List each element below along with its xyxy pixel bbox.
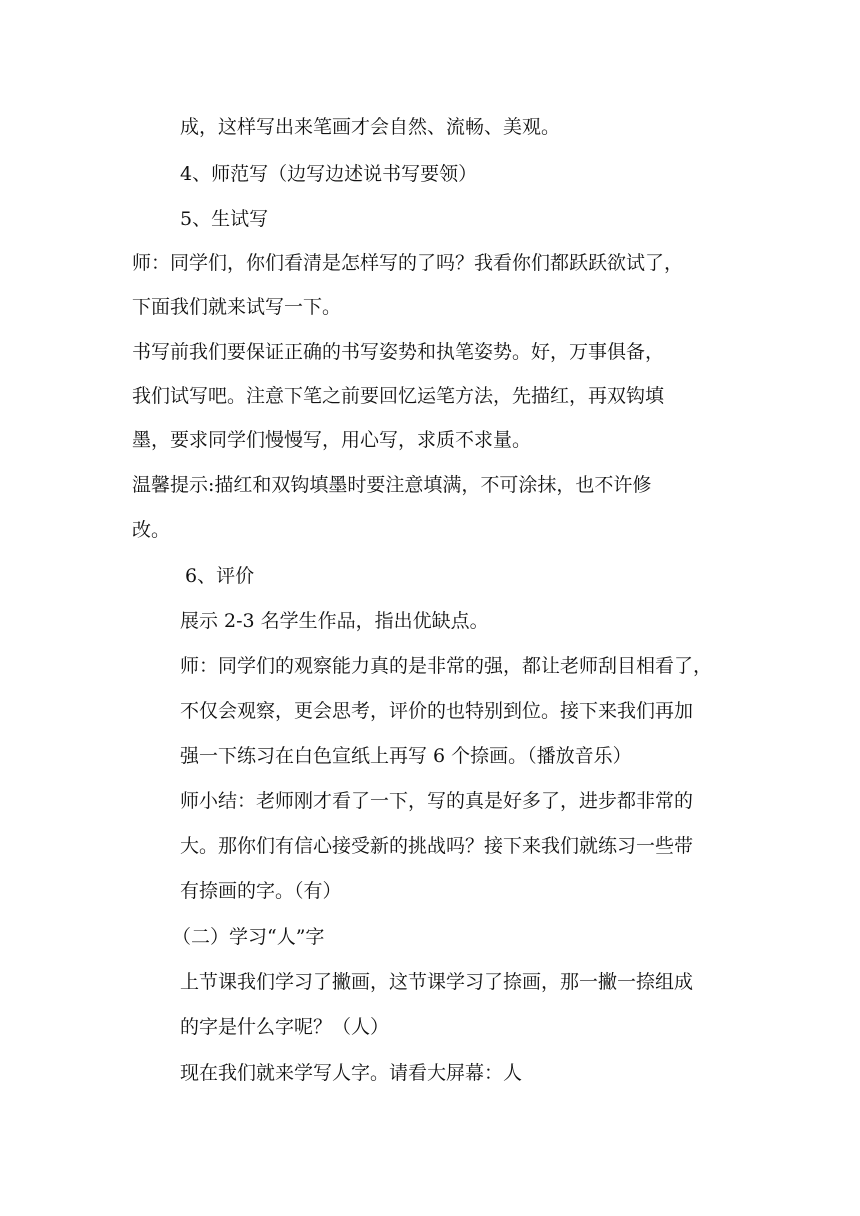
text-line: 展示 2-3 名学生作品，指出优缺点。 xyxy=(180,610,489,632)
text-line: 5、生试写 xyxy=(180,208,269,230)
text-line: 不仅会观察，更会思考，评价的也特别到位。接下来我们再加 xyxy=(180,700,694,722)
text-line: 下面我们就来试写一下。 xyxy=(132,296,342,318)
text-line: 上节课我们学习了撇画，这节课学习了捺画，那一撇一捺组成 xyxy=(180,971,694,993)
text-line: 强一下练习在白色宣纸上再写 6 个捺画。（播放音乐） xyxy=(180,745,632,767)
text-line: 6、评价 xyxy=(185,565,255,587)
text-line: 的字是什么字呢？（人） xyxy=(180,1016,390,1038)
text-line: 师：同学们的观察能力真的是非常的强，都让老师刮目相看了， xyxy=(180,655,713,677)
text-line: 改。 xyxy=(132,519,171,541)
text-line: 大。那你们有信心接受新的挑战吗？接下来我们就练习一些带 xyxy=(180,835,694,857)
text-line: （二）学习“人”字 xyxy=(172,926,325,948)
text-line: 我们试写吧。注意下笔之前要回忆运笔方法，先描红，再双钩填 xyxy=(132,385,665,407)
text-line: 温馨提示:描红和双钩填墨时要注意填满，不可涂抹，也不许修 xyxy=(132,474,652,496)
text-line: 4、师范写（边写边述说书写要领） xyxy=(180,163,478,185)
text-line: 师：同学们，你们看清是怎样写的了吗？我看你们都跃跃欲试了， xyxy=(132,252,684,274)
text-line: 墨，要求同学们慢慢写，用心写，求质不求量。 xyxy=(132,429,532,451)
text-line: 书写前我们要保证正确的书写姿势和执笔姿势。好，万事俱备， xyxy=(132,341,665,363)
text-line: 现在我们就来学写人字。请看大屏幕：人 xyxy=(180,1062,523,1084)
text-line: 成，这样写出来笔画才会自然、流畅、美观。 xyxy=(180,116,561,138)
text-line: 师小结：老师刚才看了一下，写的真是好多了，进步都非常的 xyxy=(180,790,694,812)
text-line: 有捺画的字。（有） xyxy=(180,880,342,902)
